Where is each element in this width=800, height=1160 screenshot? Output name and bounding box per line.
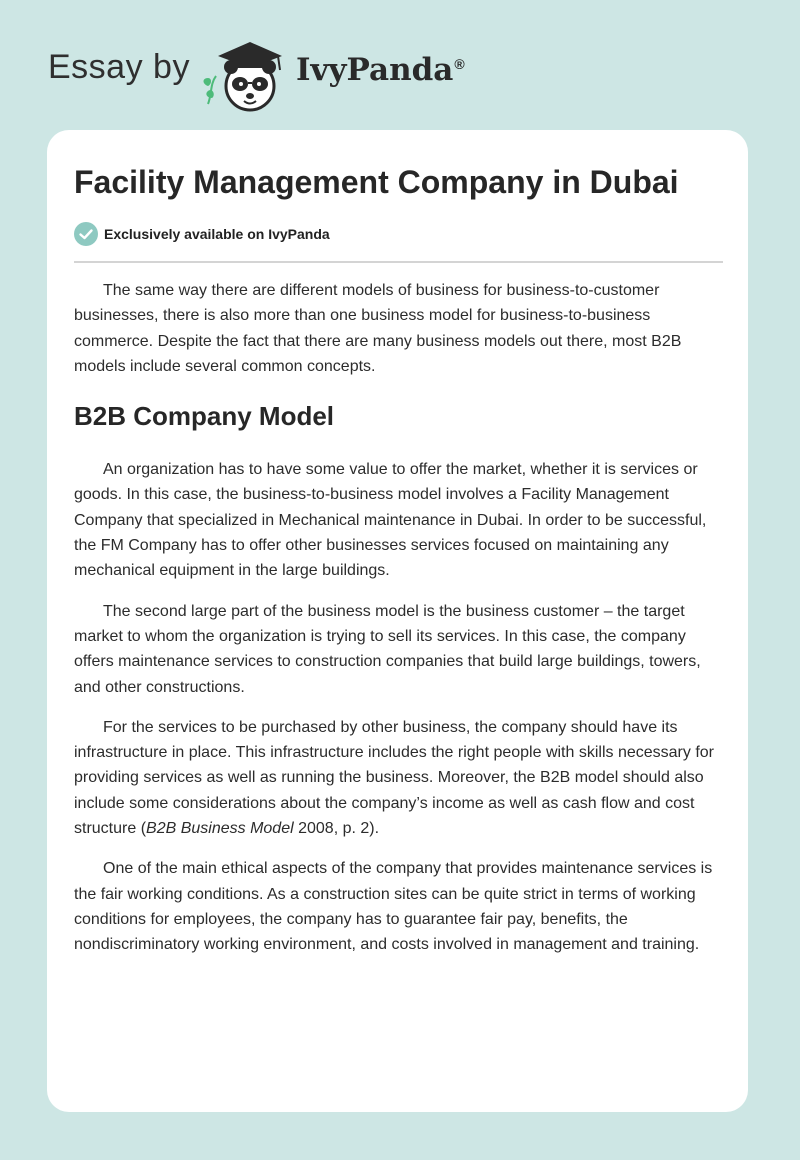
paragraph-3-end: 2008, p. 2). [293, 820, 380, 838]
badge-label: Exclusively available on IvyPanda [104, 226, 330, 242]
paragraph-1: An organization has to have some value to offer the market, whether it is services or goods. In this case, the business-to-business model involves a Facility Management Company that specialized in Mechanical maintenance in Dubai. In order to be successful, the FM Company has to offer other businesses services focused on maintaining any mechanical equipment in the large buildings. [74, 461, 707, 580]
paragraph-4: One of the main ethical aspects of the company that provides maintenance services is the fair working conditions. As a construction sites can be quite strict in terms of working conditions for employees, the company has to guarantee fair pay, benefits, the nondiscriminatory working environment, and costs involved in management and training. [74, 860, 713, 954]
panda-logo-icon [198, 34, 294, 114]
registered-mark: ® [454, 55, 465, 72]
divider [74, 261, 723, 263]
paragraph-2: The second large part of the business model is the business customer – the target market to whom the organization is trying to sell its services. In this case, the company offers maintenance services to construction companies that build large buildings, towers, and other constructions. [74, 602, 701, 696]
citation-title: B2B Business Model [146, 820, 294, 838]
brand-name: IvyPanda® [296, 52, 465, 88]
essay-card [47, 130, 748, 1112]
brand-header [48, 34, 508, 114]
paragraph-3 [74, 715, 726, 841]
section-heading: B2B Company Model [74, 401, 335, 432]
intro-paragraph: The same way there are different models of business for business-to-customer businesses, there is also more than one business model for business-to-business commerce. Despite the fact that there are many business models out there, most B2B models include several common concepts. [74, 282, 682, 375]
check-circle-icon [74, 222, 98, 246]
page-title: Facility Management Company in Dubai [74, 164, 679, 200]
essay-body [74, 278, 726, 973]
paragraph-3-text: For the services to be purchased by other business, the company should have its infrastructure in place. This infrastructure includes the right people with skills necessary for providing services as well as running the business. Moreover, the B2B model should also include some considerations about the company’s income as well as cash flow and cost structure ( [74, 718, 714, 838]
brand-prefix: Essay by [48, 48, 190, 86]
